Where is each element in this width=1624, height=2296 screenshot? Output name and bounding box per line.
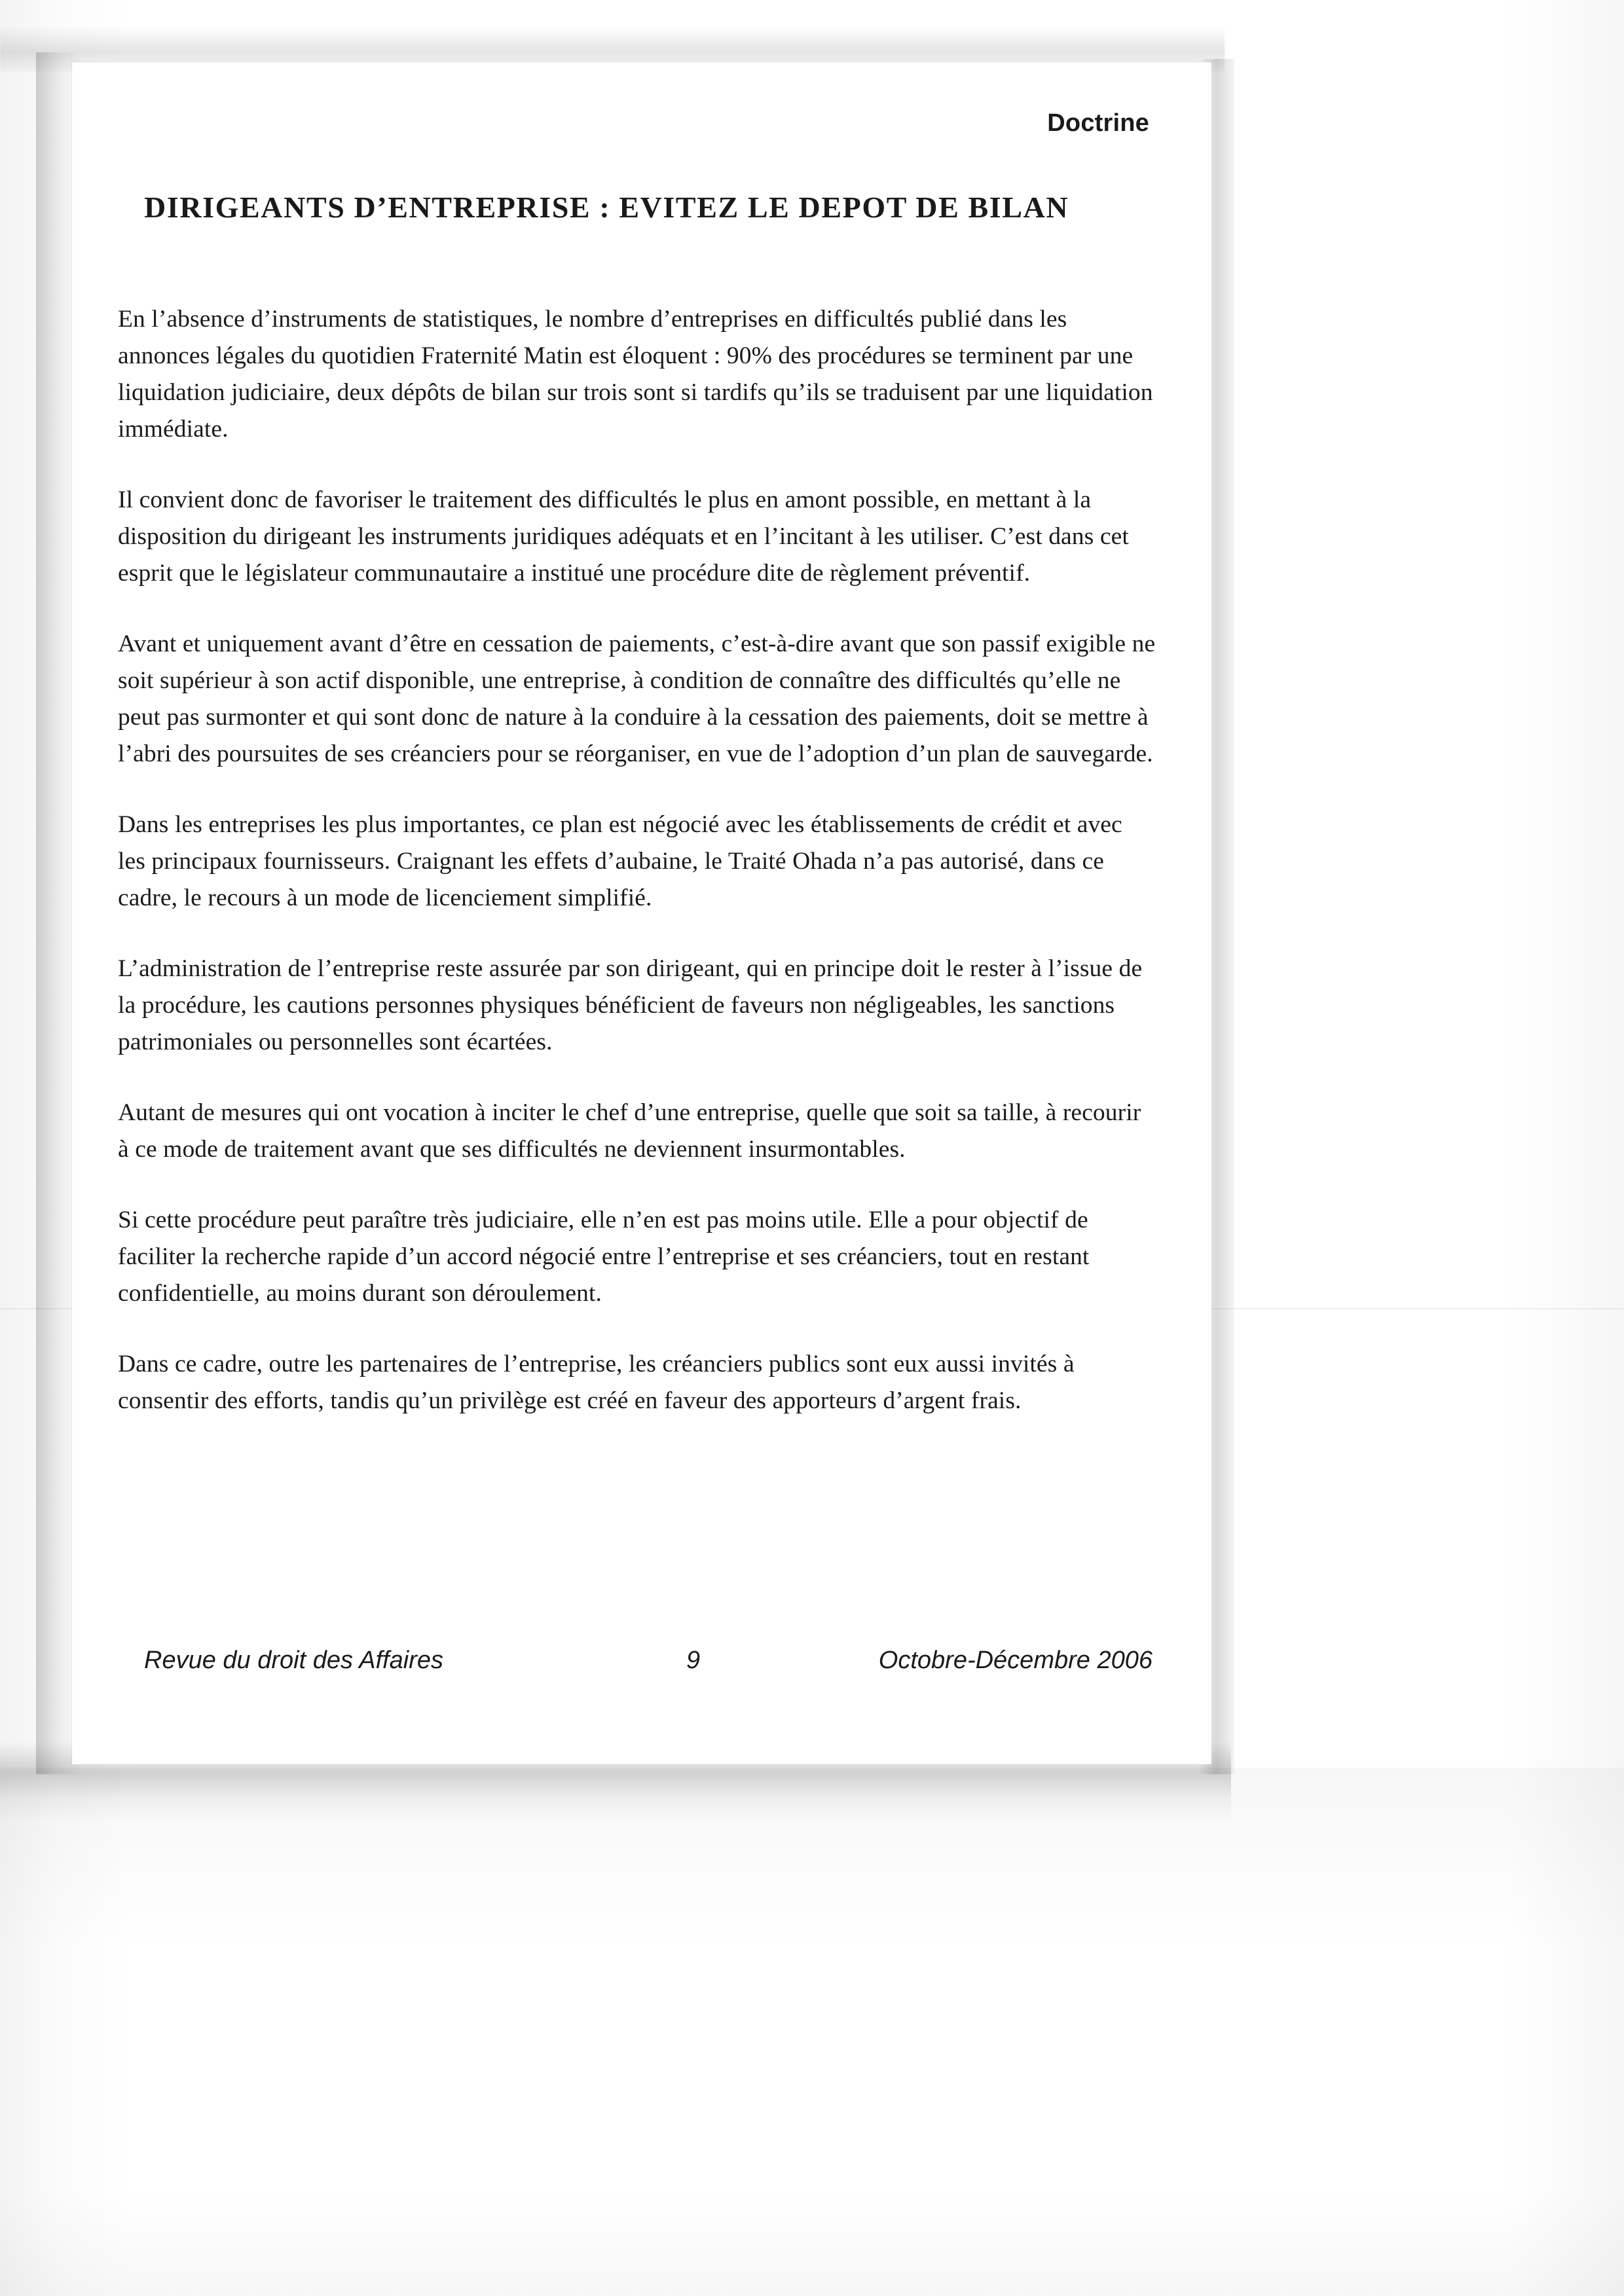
article-paragraph: En l’absence d’instruments de statistiques, le nombre d’entreprises en difficultés publié dans les annonces légales du quotidien Fraternité Matin est éloquent : 90% des procédures se terminent par une liquidation judiciaire, deux dépôts de bilan sur trois sont si tardifs qu’ils se traduisent par une liquidation immédiate. xyxy=(118,306,1153,443)
footer-issue-date: Octobre-Décembre 2006 xyxy=(878,1647,1153,1674)
footer-journal-name: Revue du droit des Affaires xyxy=(144,1647,443,1674)
footer-page-number: 9 xyxy=(686,1647,701,1674)
article-paragraph: L’administration de l’entreprise reste assurée par son dirigeant, qui en principe doit le rester à l’issue de la procédure, les cautions personnes physiques bénéficient de faveurs non négligeables, les sanctions patrimoniales ou personnelles sont écartées. xyxy=(118,955,1143,1055)
article-paragraph: Il convient donc de favoriser le traitement des difficultés le plus en amont possible, en mettant à la disposition du dirigeant les instruments juridiques adéquats et en l’incitant à les utiliser. C’est dans cet esprit que le législateur communautaire a institué une procédure dite de règlement préventif. xyxy=(118,486,1129,587)
section-label: Doctrine xyxy=(1047,109,1149,137)
article-paragraph: Si cette procédure peut paraître très judiciaire, elle n’en est pas moins utile. Elle a pour objectif de faciliter la recherche rapide d’un accord négocié entre l’entreprise et ses créanciers, tout en restant confidentielle, au moins durant son déroulement. xyxy=(118,1207,1090,1307)
article-paragraph: Dans ce cadre, outre les partenaires de l’entreprise, les créanciers publics sont eux aussi invités à consentir des efforts, tandis qu’un privilège est créé en faveur des apporteurs d’argent frais. xyxy=(118,1351,1075,1414)
page-footer xyxy=(144,1647,1153,1686)
article-paragraph: Dans les entreprises les plus importantes, ce plan est négocié avec les établissements de crédit et avec les principaux fournisseurs. Craignant les effets d’aubaine, le Traité Ohada n’a pas autorisé, dans ce cadre, le recours à un mode de licenciement simplifié. xyxy=(118,811,1122,911)
document-page xyxy=(72,62,1211,1764)
article-body xyxy=(118,301,1156,1453)
scan-texture xyxy=(0,1768,1624,2296)
article-paragraph: Avant et uniquement avant d’être en cessation de paiements, c’est-à-dire avant que son passif exigible ne soit supérieur à son actif disponible, une entreprise, à condition de connaître des difficultés qu’elle ne peut pas surmonter et qui sont donc de nature à la conduire à la cessation des paiements, doit se mettre à l’abri des poursuites de ses créanciers pour se réorganiser, en vue de l’adoption d’un plan de sauvegarde. xyxy=(118,630,1156,767)
article-paragraph: Autant de mesures qui ont vocation à inciter le chef d’une entreprise, quelle que soit sa taille, à recourir à ce mode de traitement avant que ses difficultés ne deviennent insurmontables. xyxy=(118,1099,1141,1163)
article-title: DIRIGEANTS D’ENTREPRISE : EVITEZ LE DEPOT DE BILAN xyxy=(144,191,1069,224)
